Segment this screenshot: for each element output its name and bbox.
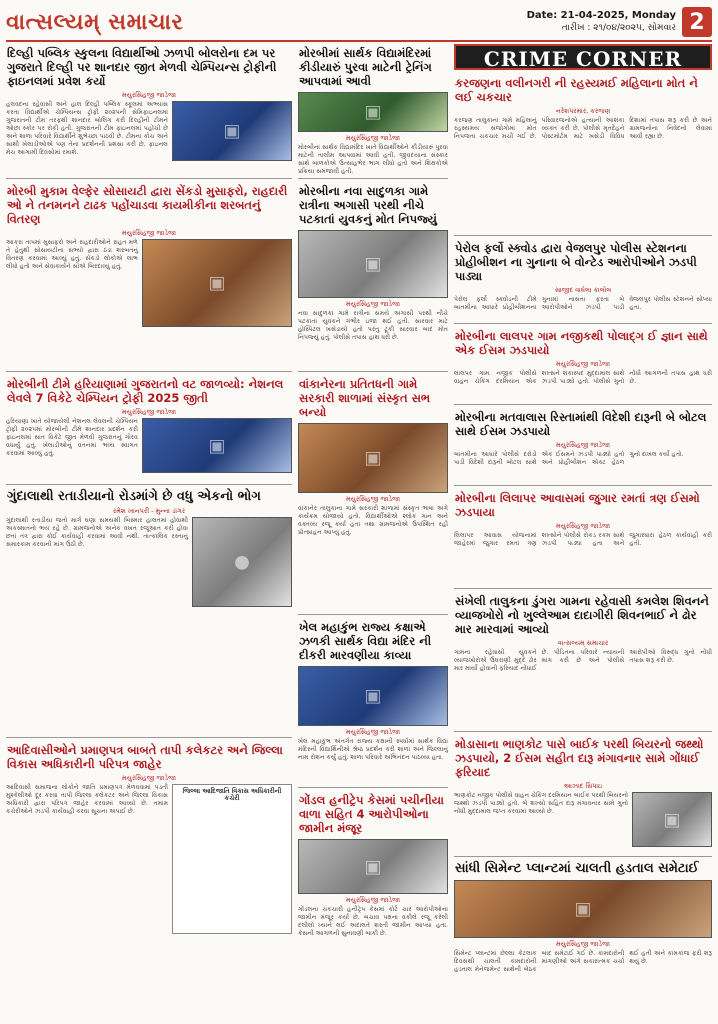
headline: સંખેલી તાલુકના ડુંગરા ગામના રહેવાસી કમલેશ શિવનને વ્યાજખોરો નો ખુલ્લેઆમ દાદાગીરી શિવનભાઈ ને ઢોર માર મારવામાં આવ્યો [455,594,709,636]
document-title: જિલ્લા આદિજાતિ વિકાસ અધિકારીની કચેરી [182,787,282,802]
building-photo [298,230,448,298]
article-sanskrit-event [298,375,448,615]
article-body: ગોંડલના ચકચારી હનીટ્રેપ કેસમાં કોર્ટે ચાર આરોપીઓના જામીન મંજૂર કર્યા છે. બચાવ પક્ષના વકીલે રજૂ કરેલી દલીલો ધ્યાને લઈ અદાલતે શરતી જામીન આપ્યા હતા. કેસની આગળની સુનાવણી બાકી છે. [298,906,448,937]
photo-icon: ▣ [663,809,681,830]
article-parole-furlough [454,239,712,324]
article-body: આદિવાસી સમાજના લોકોને જાતિ પ્રમાણપત્ર મેળવવામાં પડતી મુશ્કેલીઓ દૂર કરવા તાપી જિલ્લા કલેકટર અને જિલ્લા વિકાસ અધિકારી દ્વારા પરિપત્ર જાહેર કરવામાં આવ્યો છે. તમામ કચેરીઓને ઝડપી કાર્યવાહી કરવા સૂચના અપાઈ છે. [6,784,168,815]
person-icon: ● [234,551,250,573]
headline: મોરબી મુકામ વેલ્ફેર સોસાયટી દ્વારા સેંકડો મુસાફરો, રાહદારી ઓ ને તનમનને ટાઢક પહોંચાડવા કાયમીકીના શરબતનું વિતરણ [7,184,288,226]
masthead [6,4,712,42]
byline: સાજીદ વાઘેલા કાલોલ [554,286,612,294]
headline: વાંકાનેરના પ્રતિતધની ગામે સરકારી શાળામાં સંસ્કૃત સભ બન્યો [299,377,431,419]
byline: રમેશ ખાનપરી - મુન્ના ડાંગર [112,507,186,515]
headline: મોરબીના લિલાપર આવાસમાં જુગાર રમતાં ત્રણ ઈસમો ઝડપાયા [455,491,700,519]
photo-icon: ▣ [364,253,382,275]
article-cement-strike [454,860,712,1020]
article-body: પેરોલ ફર્લો સ્ક્વોડની ટીમે બાતમીના આધારે પ્રોહીબીશનના ગુનામાં નાસતા ફરતા બે આરોપીઓને ઝડપી પાડી વેજલપુર પોલીસ સ્ટેશનને સોંપ્યા હતા. [454,296,712,311]
article-modasa-beer-seizure [454,735,712,857]
headline: મોરબીની ટીમે હરિયાણામાં ગુજરાતનો વટ જાળવ્યો: નેશનલ લેવલે 7 વિકેટે ચેમ્પિયન ટ્રોફી 2025 જીતી [7,377,284,405]
byline: મયુરસિંહજી જાડેજા [121,774,177,782]
article-body: હલવદના રહેવાસી અને હાલ દિલ્હી પબ્લિક સ્કૂલમાં અભ્યાસ કરતા વિદ્યાર્થીએ ચેમ્પિયન્સ ટ્રોફી ૨૦૨૫ની સેમિફાઇનલમાં ગુજરાતની ટીમ તરફથી શાનદાર બોલિંગ કરી દિલ્હીની ટીમને ઓછા સ્કોર પર રોકી હતી. ગુજરાતની ટીમ ફાઇનલમાં પહોંચી છે અને શાળા પરિવારે વિદ્યાર્થીને શુભેચ્છા પાઠવી છે. ટીમના કોચ અને સાથી ખેલાડીઓએ પણ તેના પ્રદર્શનની પ્રશંસા કરી છે. ફાઇનલ મેચ આગામી દિવસોમાં રમાશે. [6,101,168,156]
article-cricket-dps [6,44,292,179]
photo-icon: ▣ [364,101,382,123]
sharbat-photo [142,239,292,327]
article-body: સિમેન્ટ પ્લાન્ટમાં છેલ્લા કેટલાક દિવસથી ચાલતી કામદારોની હડતાલ મેનેજમેન્ટ સાથેની બેઠક બાદ સમેટાઈ ગઈ છે. કામદારોની માંગણીઓ અંગે સકારાત્મક ચર્ચા થઈ હતી અને કામકાજ ફરી શરૂ થયું છે. [454,950,712,973]
dates [527,10,676,34]
headline: મોરબીમાં સાર્થક વિદ્યામંદિરમાં કીડીયારું પુરવા માટેની ટ્રેનિંગ આપવામાં આવી [299,46,432,88]
article-body: હરિયાણા ખાતે યોજાયેલી નેશનલ લેવલની ચેમ્પિયન ટ્રોફી ૨૦૨૫માં મોરબીની ટીમે શાનદાર પ્રદર્શન કરી ફાઇનલમાં સાત વિકેટે જીત મેળવી ગુજરાતનું ગૌરવ વધાર્યું હતું. ખેલાડીઓનું વતનમાં ભવ્ય સ્વાગત કરવામાં આવ્યું હતું. [6,418,138,457]
photo-icon: ▣ [364,447,382,469]
date-english: Date: 21-04-2025, Monday [526,10,676,21]
headline: મોરબીના મતવાલાસ રિસ્તામાંથી વિદેશી દારૂની બે બોટલ સાથે ઈસમ ઝડપાયો [455,410,707,438]
school-event-photo [298,423,448,493]
column-right-crime-corner [454,44,712,1020]
headline: કરજણના વલીનગરી ની રહસ્યમઈ મહિલાના મોત ને લઈ ચકચાર [455,76,698,104]
seizure-photo [632,792,712,847]
article-youth-death [298,182,448,372]
article-gambling-arrest [454,489,712,589]
byline: મયુરસિંહજી જાડેજા [555,940,611,948]
article-road-gundala [6,488,292,738]
photo-icon: ▣ [364,856,382,877]
article-body: ગામના રહેવાસી યુવકને વ્યાજખોરોએ ઉઘરાણી મુદ્દે ઢોર માર માર્યો હોવાની ફરિયાદ નોંધાઈ છે. પીડિતના પરિવારે ન્યાયની માંગ કરી છે અને પોલીસે આરોપીઓ વિરુદ્ધ ગુનો નોંધી તપાસ શરૂ કરી છે. [454,649,712,672]
article-morbi-team-trophy [6,375,292,485]
photo-icon: ▣ [208,435,226,456]
article-grid [6,44,712,1020]
headline: ગુંદાલાથી રતાડીયાનો રોડમાંગે છે વધુ એકનો ભોગ [7,489,261,504]
date-gujarati: તારીખ : ૨૧/૦૪/૨૦૨૫, સોમવાર [561,23,676,33]
article-body: વાંકાનેર તાલુકાના ગામે સરકારી શાળામાં સંસ્કૃત ભાષા અંગે કાર્યક્રમ યોજાયો હતો. વિદ્યાર્થીઓએ શ્લોક ગાન અને વક્તવ્ય રજૂ કર્યા હતા તથા ગ્રામજનોએ ઉપસ્થિત રહી પ્રોત્સાહન આપ્યું હતું. [298,505,448,536]
headline: સાંધી સિમેન્ટ પ્લાન્ટમાં ચાલતી હડતાલ સમેટાઈ [455,861,699,876]
cricket-photo [172,101,292,161]
byline: મયુરસિંહજી જાડેજા [345,728,401,736]
article-body: લાલપર ગામ નજીક પોલીસે વાહન ચેકિંગ દરમિયાન એક શખ્સને શંકાસ્પદ મુદ્દામાલ સાથે ઝડપી પાડ્યો હતો. પોલીસે ગુનો નોંધી આગળની તપાસ હાથ ધરી છે. [454,370,712,385]
article-body: બાતમીના આધારે પોલીસે દરોડો પાડી વિદેશી દારૂની બોટલ સાથે એક ઈસમને ઝડપી પાડ્યો હતો અને પ્રોહીબીશન એક્ટ હેઠળ ગુનો દાખલ કર્યો હતો. [454,451,684,466]
article-body: ભાણકોટ નજીક પોલીસે વાહન ચેકિંગ દરમિયાન બાઈક પરથી બિયરનો જથ્થો ઝડપી પાડ્યો હતો. બે શખ્સો સહિત દારૂ મંગાવનાર સામે ગુનો નોંધી મુદ્દામાલ જપ્ત કરવામાં આવ્યો છે. [454,792,628,815]
article-khel-mahakumbh [298,618,448,788]
article-body: કરજણ તાલુકાના ગામે મહિલાનું રહસ્યમય સંજોગોમાં મોત નિપજતા ચકચાર મચી ગઈ છે. પરિવારજનોએ હત્યાની આશંકા વ્યક્ત કરી છે. પોલીસે મૃતદેહને પોસ્ટમોર્ટમ માટે ખસેડી વિવિધ દિશામાં તપાસ શરૂ કરી છે અને ગ્રામજનોના નિવેદનો લેવામાં આવી રહ્યા છે. [454,117,712,140]
accused-photo [298,839,448,894]
photo-icon: ▣ [208,272,226,294]
byline: નરેશપરમાર, કરજણ [555,107,611,115]
byline: મયુરસિંહજી જાડેજા [121,91,177,99]
photo-icon: ▣ [364,685,382,707]
page-number: 2 [682,7,712,37]
article-sharbat-distribution [6,182,292,372]
headline: મોરબીના લાલપર ગામ નજીકથી પોલાદ્ગ ઈ જ્ઞાન સાથે એક ઈસમ ઝડપાયો [455,329,708,357]
article-ant-feeding-training [298,44,448,179]
byline: આઝાદ સિપાઇ [563,782,603,790]
date-box [527,7,712,37]
portrait-photo [192,517,292,607]
byline: મયુરસિંહજી જાડેજા [555,360,611,368]
crime-corner-banner: CRIME CORNER [454,44,712,70]
strike-photo [454,880,712,938]
training-photo [298,92,448,132]
byline: વાત્સલ્યમ્ સમાચાર [557,639,609,647]
article-tribal-certificate [6,741,292,1020]
article-liquor-bottles [454,408,712,486]
article-body: ખેલ મહાકુંભ અંતર્ગત રાજ્ય કક્ષાની સ્પર્ધામાં સાર્થક વિદ્યા મંદિરની વિદ્યાર્થિનીએ શ્રેષ્ઠ પ્રદર્શન કરી શાળા અને જિલ્લાનું નામ રોશન કર્યું હતું. શાળા પરિવારે અભિનંદન પાઠવ્યા હતા. [298,738,448,761]
byline: મયુરસિંહજી જાડેજા [345,495,401,503]
circular-document [172,784,292,934]
photo-icon: ▣ [223,120,241,142]
photo-icon: ▣ [574,898,592,920]
column-left [6,44,292,1020]
byline: મયુરસિંહજી જાડેજા [555,522,611,530]
article-moneylender-assault [454,592,712,732]
newspaper-brand: વાત્સલ્યમ્ સમાચાર [6,9,184,35]
byline: મયુરસિંહજી જાડેજા [345,300,401,308]
headline: પેરોલ ફર્લો સ્ક્વોડ દ્વારા વેજલપુર પોલીસ સ્ટેશનના પ્રોહીબીશન ના ગુનાના બે વોન્ટેડ આરોપીઓને ઝડપી પાડ્યા [455,241,697,283]
article-body: લિલાપર આવાસ યોજનામાં જાહેરમાં જુગાર રમતાં ત્રણ શખ્સોને પોલીસે રોકડ રકમ સાથે ઝડપી પાડ્યા હતા અને જુગારધારા હેઠળ કાર્યવાહી કરી હતી. [454,532,712,547]
headline: ખેલ મહાકુંભ રાજ્ય કક્ષાએ ઝળકી સાર્થક વિદ્યા મંદિર ની દીકરી મારવણીયા કાવ્યા [299,620,432,662]
headline: મોરબીના નવા સાદુળકા ગામે રાત્રીના અગાસી પરથી નીચે પટકાતાં યુવકનું મોત નિપજ્યું [299,184,437,226]
byline: મયુરસિંહજી જાડેજા [555,441,611,449]
article-karjan-woman-death [454,74,712,236]
article-body: નવા સાદુળકા ગામે રાત્રીના સમયે અગાસી પરથી નીચે પટકાતાં યુવકને ગંભીર ઇજા થઈ હતી. સારવાર માટે હોસ્પિટલ ખસેડાયો હતો પરંતુ ટૂંકી સારવાર બાદ મોત નિપજ્યું હતું. પોલીસે તપાસ હાથ ધરી છે. [298,310,448,341]
headline: આદિવાસીઓને પ્રમાણપત્ર બાબતે તાપી કલેકટર અને જિલ્લા વિકાસ અધિકારીની પરિપત્ર જાહેર [7,743,283,771]
article-body: આકરા તાપમાં મુસાફરો અને રાહદારીઓને રાહત મળે તે હેતુથી સોસાયટીના સભ્યો દ્વારા ઠંડા શરબતનું વિતરણ કરવામાં આવ્યું હતું. સેંકડો લોકોએ લાભ લીધો હતો અને સેવાકાર્યને સૌએ બિરદાવ્યું હતું. [6,239,138,270]
article-body: મોરબીના સાર્થક વિદ્યામંદિર ખાતે વિદ્યાર્થીઓને કીડીયારું પુરવા માટેની તાલીમ આપવામાં આવી હતી. જીવદયાના સંસ્કાર સાથે બાળકોએ ઉત્સાહભેર ભાગ લીધો હતો અને શિક્ષકોએ પ્રક્રિયા સમજાવી હતી. [298,144,448,175]
byline: મયુરસિંહજી જાડેજા [345,134,401,142]
team-photo [142,418,292,473]
column-middle [298,44,448,1020]
headline: મોડાસાના ભાણકોટ પાસે બાઈક પરથી બિયરનો જથ્થો ઝડપાયો, 2 ઈસમ સહીત દારૂ મંગાવનાર સામે ગોંધાઈ ફરિયાદ [455,737,704,779]
award-photo [298,666,448,726]
article-lalpar-arrest [454,327,712,405]
byline: મયુરસિંહજી જાડેજા [345,896,401,904]
article-gondal-honeytrap [298,791,448,1020]
byline: મયુરસિંહજી જાડેજા [121,229,177,237]
headline: ગોંડલ હનીટ્રેપ કેસમાં પચીનીયા વાળા સહિત 4 આરોપીઓના જામીન મંજૂર [299,793,444,835]
byline: મયુરસિંહજી જાડેજા [121,408,177,416]
article-body: ગુંદાલાથી રતાડીયા જતો માર્ગ ઘણા સમયથી બિસ્માર હાલતમાં હોવાથી અકસ્માતનો ભય રહે છે. ગ્રામજનોએ અનેક વખત રજૂઆત કરી હોવા છતાં તંત્ર દ્વારા કોઈ કાર્યવાહી કરવામાં આવી નથી. તાત્કાલિક રસ્તાનું સમારકામ કરવાની માંગ ઉઠી છે. [6,517,188,548]
headline: દિલ્હી પબ્લિક સ્કુલના વિદ્યાર્થીઓ ઝળપી બોલરોના દમ પર ગુજરાતે દિલ્હી પર શાનદાર જીત મેળવી ચેમ્પિયન્સ ટ્રોફીની ફાઇનલમાં પ્રવેશ કર્યો [7,46,277,88]
